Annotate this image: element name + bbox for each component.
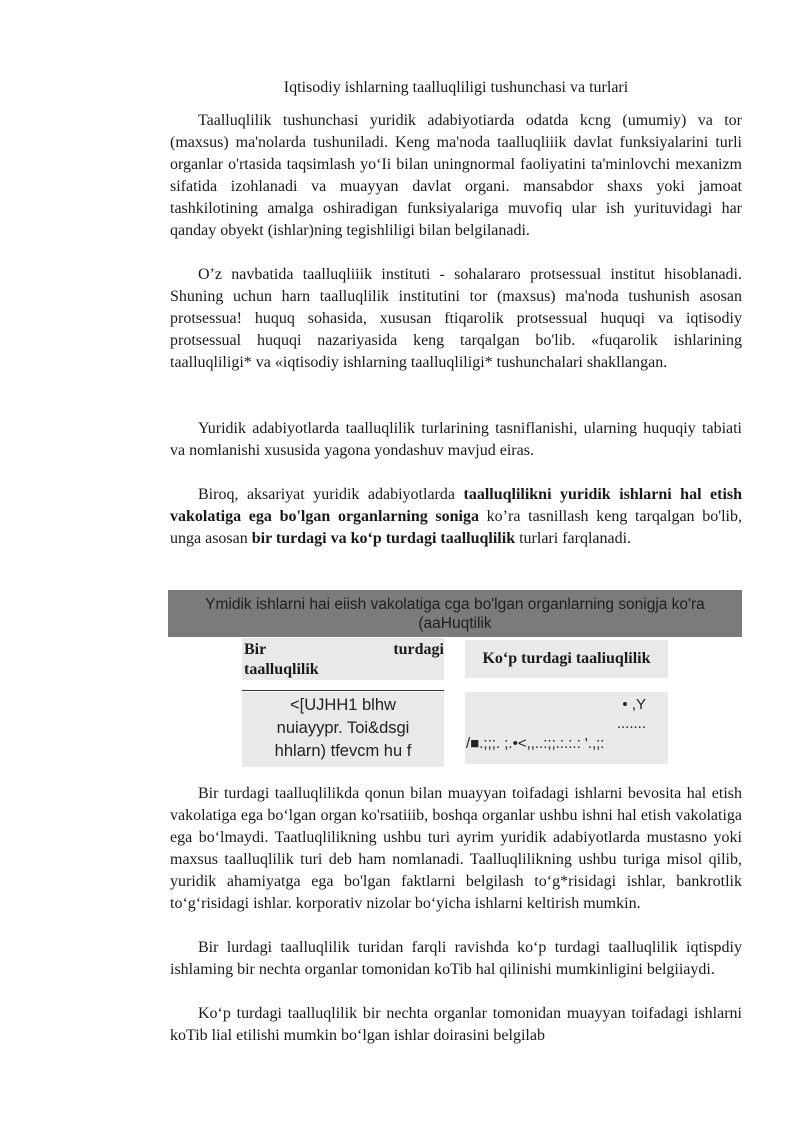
right-body-line-2: ....... bbox=[616, 715, 646, 732]
paragraph-3: Yuridik adabiyotlarda taalluqlilik turlarining tasniflanishi, ularning huquqiy tabiati va nomlanishi xususida yagona yondashuv mavjud eiras. bbox=[170, 420, 742, 459]
right-header-text: Ko‘p turdagi taaliuqlilik bbox=[482, 650, 651, 667]
paragraph-4-text-b: ko’ra tasnillash keng tarqalgan bo'lib, unga asosan bbox=[170, 508, 743, 547]
right-category-header bbox=[465, 640, 668, 678]
paragraph-6: Bir lurdagi taalluqlilik turidan farqli ravishda ko‘p turdagi taalluqlilik iqtispdiy ishlaming bir nechta organlar tomonidan koTib hal qilinishi mumkinligini belgiiaydi. bbox=[170, 939, 742, 978]
document-title: Iqtisodiy ishlarning taalluqliligi tushunchasi va turlari bbox=[283, 79, 629, 96]
paragraph-2: O’z navbatida taalluqliiik instituti - sohalararo protsessual institut hisoblanadi. Shuning uchun harn taalluqlilik institutini tor (maxsus) ma'noda tushunish asosan protsessua! huquq sohasida, xususan ftiqarolik protsessual huquqi va iqtisodiy protsessual huquqi nazariyasida keng tarqalgan bo'lib. «fuqarolik ishlarining taalluqliligi* va «iqtisodiy ishlarning taalluqliligi* tushunchalari shakllangan. bbox=[170, 266, 742, 371]
right-category-body bbox=[465, 692, 668, 764]
left-divider-line bbox=[242, 690, 444, 691]
left-header-line-2: taalluqlilik bbox=[244, 661, 319, 678]
left-body-line-2: nuiayypr. Toi&dsgi bbox=[276, 719, 410, 737]
paragraph-4 bbox=[170, 484, 742, 550]
left-body-line-1: <[UJHH1 blhw bbox=[290, 696, 396, 714]
paragraph-7: Ko‘p turdagi taalluqlilik bir nechta organlar tomonidan muayyan toifadagi ishlarni koTib lial etilishi mumkin bo‘lgan ishlar doirasini belgilab bbox=[170, 1005, 742, 1044]
diagram-banner-text: Ymidik ishlarni hai eiish vakolatiga cga bo'lgan organlarning sonigja ko'ra (aaHuqtilik bbox=[205, 596, 705, 632]
paragraph-4-text-a: Biroq, aksariyat yuridik adabiyotlarda bbox=[198, 486, 464, 503]
paragraph-4-bold-a: taalluqlilikni yuridik ishlarni hal etish vakolatiga ega bo'lgan organlarning soniga bbox=[170, 486, 743, 525]
right-body-line-1: • ,Y bbox=[622, 696, 646, 713]
paragraph-1: Taalluqlilik tushunchasi yuridik adabiyotiarda odatda kcng (umumiy) va tor (maxsus) ma'nolarda tushuniladi. Keng ma'noda taalluqliiik davlat funksiyalarini turli organlar o'rtasida taqsimlash yo‘Ii bilan uningnormal faoliyatini ta'minlovchi mexanizm sifatida izohlanadi va muayyan davlat organi. mansabdor shaxs yoki jamoat tashkilotining amalga oshiradigan funksiyalariga muvofiq ular ish yurituvidagi har qanday obyekt (ishlar)ning tegishliligi bilan belgilanadi. bbox=[170, 112, 742, 239]
paragraph-5: Bir turdagi taalluqlilikda qonun bilan muayyan toifadagi ishlarni bevosita hal etish vakolatiga ega bo‘lgan organ ko'rsatiiib, boshqa organlar ushbu ishni hal etish vakolatiga ega bo‘lmaydi. Taatluqlilikning ushbu turi ayrim yuridik adabiyotlarda mustasno yoki maxsus taalluqlilik turi deb ham nomlanadi. Taalluqlilikning ushbu turiga misol qilib, yuridik ahamiyatga ega bo'lgan faktlarni belgilash to‘g*risidagi ishlar, bankrotlik to‘g‘risidagi ishlar. korporativ nizolar bo‘yicha ishlarni keltirish mumkin. bbox=[170, 785, 742, 912]
left-body-line-3: hhlarn) tfevcm hu f bbox=[274, 742, 412, 760]
paragraph-4-text-c: turlari farqlanadi. bbox=[515, 530, 632, 547]
left-header-line-1: Bir turdagi bbox=[244, 641, 444, 658]
right-body-line-3: /■.;;;. ;.•<,,..:;;.:.:.: '.,;: bbox=[466, 735, 605, 752]
left-category-header bbox=[242, 638, 444, 680]
left-category-body bbox=[242, 692, 444, 767]
diagram-banner bbox=[168, 590, 742, 637]
paragraph-4-bold-b: bir turdagi va ko‘p turdagi taalluqlilik bbox=[251, 530, 516, 547]
